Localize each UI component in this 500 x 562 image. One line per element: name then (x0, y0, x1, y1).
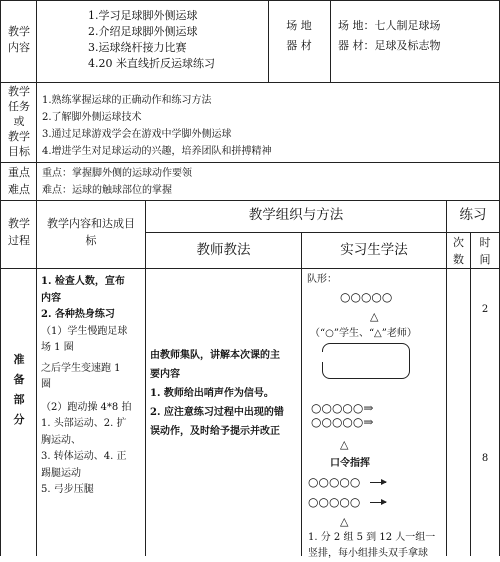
keypoint-item: 重点：掌握脚外侧的运球动作要领 (42, 168, 192, 179)
formation-circles: ○○○○○ (340, 290, 393, 304)
label-line: 间 (479, 253, 491, 266)
prep-line: 5. 弓步压腿 (41, 484, 94, 495)
label-line: 分 (13, 413, 25, 426)
teacher-line: 要内容 (150, 369, 180, 380)
teacher-triangle-icon: △ (340, 438, 349, 451)
keypoint-item: 难点：运球的触球部位的掌握 (42, 185, 172, 196)
prep-line: 3. 转体运动、4. 正 (41, 451, 127, 462)
student-note (308, 530, 435, 562)
goal-item: 2.了解脚外侧运球技术 (42, 112, 142, 123)
note-line: 竖排，每小组排头双手拿球 (308, 548, 428, 559)
prep-label (2, 350, 36, 430)
label-line: 数 (453, 253, 464, 266)
process-header (2, 215, 36, 249)
prep-line: 圈 (41, 379, 51, 390)
prep-content (41, 274, 131, 499)
label-line: 教学内容和达成目 (47, 217, 135, 230)
rule (330, 0, 331, 82)
goal-item: 4.增进学生对足球运动的兴趣，培养团队和拼搏精神 (42, 146, 272, 157)
rule (0, 0, 500, 1)
prep-line: 场 1 圈 (41, 342, 74, 353)
circles-text: ○○○○○ (308, 475, 361, 489)
teacher-line: 由教师集队，讲解本次课的主 (150, 350, 280, 361)
content-item: 2.介绍足球脚外侧运球 (88, 25, 198, 38)
content-item: 1.学习足球脚外侧运球 (88, 9, 198, 22)
prep-line: 踢腿运动 (41, 467, 81, 479)
label-line: 场 地 (286, 19, 312, 32)
prep-line: 2. 各种热身练习 (41, 309, 115, 320)
teacher-triangle-icon: △ (340, 515, 349, 528)
label-line: 目标 (8, 145, 30, 158)
content-goal-header (37, 215, 145, 249)
keypoints-items (42, 165, 192, 199)
label-line: 备 (13, 373, 25, 386)
label-line: 标 (85, 234, 97, 247)
label-line: 或 (13, 115, 25, 128)
circles-text: ○○○○○ (311, 415, 364, 429)
label-line: 任务 (8, 100, 30, 113)
prep-line: 内容 (41, 292, 61, 304)
rule (268, 0, 269, 82)
duration-header (471, 234, 499, 268)
jog-track-diagram (322, 343, 410, 379)
label-line: 难点 (8, 183, 30, 196)
rule (0, 268, 500, 269)
venue-values (338, 16, 441, 56)
prep-line: 1. 检查人数，宣布 (41, 276, 125, 287)
venue-label (270, 16, 328, 56)
formation-label: 队形： (307, 274, 337, 285)
rule (0, 82, 500, 83)
rule (301, 232, 302, 556)
keypoints-label (2, 164, 36, 198)
label-line: 教学 (8, 25, 30, 38)
label-line: 教学 (8, 130, 30, 143)
practice-header: 练习 (459, 207, 487, 223)
curve-arrow-icon: ⇒ (363, 415, 374, 429)
prep-line: （1）学生慢跑足球 (41, 325, 128, 337)
formation-legend: （“○”学生、“△”老师） (310, 328, 417, 339)
prep-line: 之后学生变速跑 1 (41, 362, 121, 374)
content-item: 3.运球绕杆接力比赛 (88, 41, 187, 54)
content-items (88, 8, 215, 72)
goal-item: 3.通过足球游戏学会在游戏中学脚外侧运球 (42, 129, 232, 140)
rule (0, 162, 500, 163)
label-line: 内容 (8, 41, 30, 54)
teacher-triangle-icon: △ (370, 310, 379, 323)
student-header: 实习生学法 (340, 242, 408, 258)
circles-text: ○○○○○ (308, 495, 361, 509)
content-label (2, 24, 36, 56)
drill-circles-row-3 (308, 474, 360, 490)
goal-item: 1.熟练掌握运球的正确动作和练习方法 (42, 95, 212, 106)
rule (0, 0, 1, 556)
rule (470, 232, 471, 556)
right-arrow-icon (370, 482, 386, 483)
drill-circles-row-4 (308, 494, 360, 510)
rule (36, 0, 37, 556)
right-arrow-icon (370, 502, 386, 503)
label-line: 时 (479, 236, 491, 249)
goals-items (42, 92, 272, 160)
label-line: 重点 (8, 166, 30, 179)
duration-value: 2 (481, 304, 489, 315)
org-method-header: 教学组织与方法 (248, 207, 344, 223)
track-gap-marker (318, 352, 324, 362)
circles-text: ○○○○○ (311, 401, 364, 415)
label-line: 部 (13, 393, 25, 406)
drill-circles-row-2 (311, 414, 373, 430)
teacher-line: 1. 教师给出哨声作为信号。 (150, 388, 274, 399)
venue-value: 场 地：七人制足球场 (338, 19, 441, 32)
label-line: 次 (453, 236, 464, 249)
content-item: 4.20 米直线折反运球练习 (88, 57, 215, 70)
label-line: 准 (13, 353, 25, 366)
curve-arrow-icon: ⇒ (363, 401, 374, 415)
prep-teacher (150, 346, 284, 441)
prep-line: 胸运动、 (41, 434, 81, 446)
venue-value: 器 材：足球及标志物 (338, 39, 441, 52)
label-line: 器 材 (286, 39, 312, 52)
label-line: 教学 (8, 217, 30, 230)
command-label: 口令指挥 (330, 458, 370, 469)
rule (0, 200, 500, 201)
prep-line: （2）跑动操 4*8 拍 (41, 401, 132, 413)
teacher-line: 误动作，及时给予提示并改正 (150, 426, 280, 437)
prep-line: 1. 头部运动、2. 扩 (41, 418, 127, 429)
teacher-line: 2. 应注意练习过程中出现的错 (150, 407, 284, 418)
duration-value: 8 (481, 453, 489, 464)
teacher-header: 教师教法 (196, 242, 251, 258)
note-line: 1. 分 2 组 5 到 12 人一组一 (308, 532, 436, 543)
times-header (447, 234, 470, 268)
label-line: 过程 (8, 234, 30, 247)
label-line: 教学 (8, 85, 30, 98)
goals-label (2, 84, 36, 159)
